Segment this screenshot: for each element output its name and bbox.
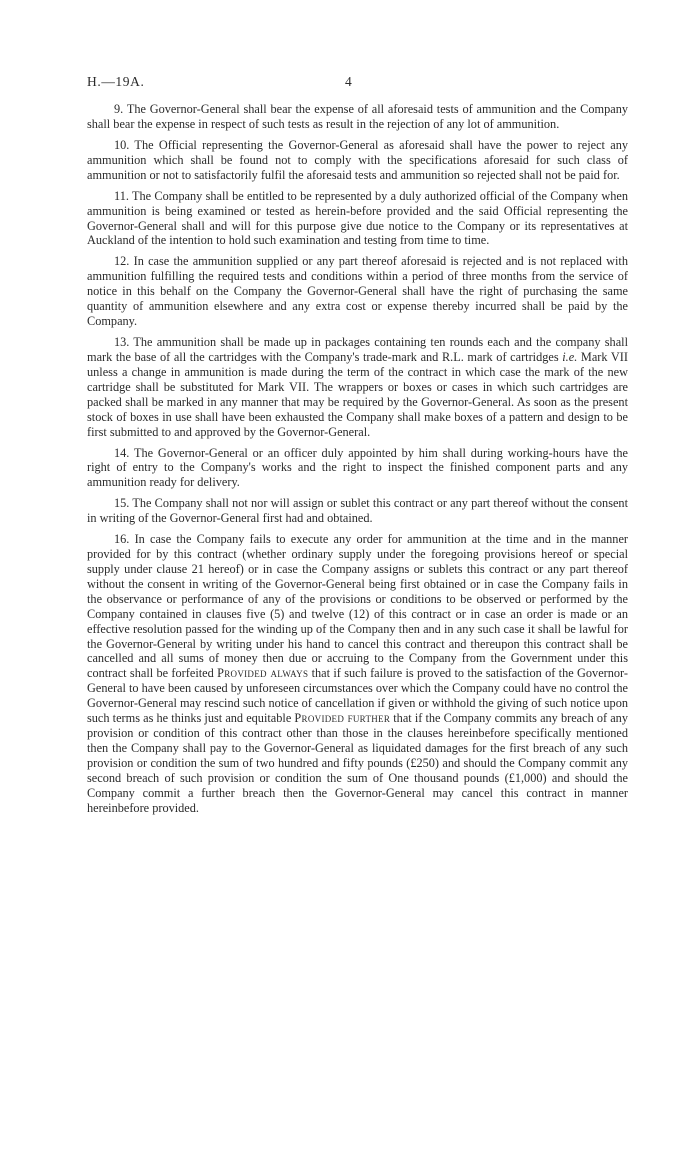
- clause-13-italic: i.e.: [562, 349, 578, 364]
- clause-11: 11. The Company shall be entitled to be represented by a duly authorized official of the Company when ammunition is being examined or tested as herein-before provided and the said Official representing the Governor-General shall and will for this purpose give due notice to the Company or its representatives at Auckland of the intention to hold such examination and testing from time to time.: [87, 188, 628, 248]
- document-reference: H.—19A.: [87, 74, 145, 89]
- clause-16-text-b: that if such failure is proved to the satisfaction of the Governor-General to have been caused by unforeseen circumstances over which the Company could have no control the Governor-General may rescind such notice of cancellation if given or withhold the giving of such notice upon such terms as he thinks just and equitable: [87, 666, 628, 726]
- clause-16-text-c: that if the Company commits any breach of any provision or condition of this contract other than those in the clauses hereinbefore specifically mentioned then the Company shall pay to the Governor-General as liquidated damages for the first breach of any such provision or condition the sum of two hundred and fifty pounds (£250) and should the Company commit any second breach of such provision or condition the sum of One thousand pounds (£1,000) and should the Company commit a further breach then the Governor-General may cancel this contract in manner hereinbefore provided.: [87, 711, 628, 815]
- clause-10: 10. The Official representing the Governor-General as aforesaid shall have the power to reject any ammunition which shall be found not to comply with the specifications aforesaid for such class of ammunition or not to satisfactorily fulfil the aforesaid tests and ammunition so rejected shall not be paid for.: [87, 137, 628, 182]
- clause-9: 9. The Governor-General shall bear the expense of all aforesaid tests of ammunition and the Company shall bear the expense in respect of such tests as result in the rejection of any lot of ammunition.: [87, 102, 628, 131]
- proviso-provided-further: Provided further: [294, 711, 391, 726]
- page-header: [87, 74, 628, 94]
- clause-16: [87, 532, 628, 815]
- clause-13-text-a: 13. The ammunition shall be made up in packages containing ten rounds each and the company shall mark the base of all the cartridges with the Company's trade-mark and R.L. mark of cartridges: [87, 335, 628, 364]
- proviso-provided-always: Provided always: [217, 666, 309, 681]
- page-number: 4: [345, 74, 353, 89]
- clause-12: 12. In case the ammunition supplied or any part thereof aforesaid is rejected and is not replaced with ammunition fulfilling the required tests and conditions within a period of three months from the service of notice in this behalf on the Company the Governor-General shall have the right of purchasing the same quantity of ammunition elsewhere and any extra cost or expense thereby incurred shall be paid by the Company.: [87, 254, 628, 329]
- clause-13-text-b: Mark VII unless a change in ammunition is made during the term of the contract in which case the mark of the new cartridge shall be substituted for Mark VII. The wrappers or boxes or cases in which such cartridges are packed shall be marked in any manner that may be required by the Governor-General. As soon as the present stock of boxes in use shall have been exhausted the Company shall make boxes of a pattern and design to be first submitted to and approved by the Governor-General.: [87, 349, 628, 439]
- clause-16-text-a: 16. In case the Company fails to execute any order for ammunition at the time and in the manner provided for by this contract (whether ordinary supply under the foregoing provisions hereof or special supply under clause 21 hereof) or in case the Company assigns or sublets this contract or any part thereof without the consent in writing of the Governor-General being first obtained or in case the Company fails in the observance or performance of any of the provisions or conditions to be observed or performed by the Company contained in clauses five (5) and twelve (12) of this contract or in case an order is made or an effective resolution passed for the winding up of the Company then and in any such case it shall be lawful for the Governor-General by writing under his hand to cancel this contract and thereupon this contract shall be cancelled and all sums of money then due or accruing to the Company from the Government under this contract shall be forfeited: [87, 532, 628, 681]
- clause-15: 15. The Company shall not nor will assign or sublet this contract or any part thereof without the consent in writing of the Governor-General first had and obtained.: [87, 496, 628, 526]
- clause-13: [87, 335, 628, 439]
- document-body: [87, 102, 628, 822]
- clause-14: 14. The Governor-General or an officer duly appointed by him shall during working-hours have the right of entry to the Company's works and the right to inspect the finished component parts and any ammunition ready for delivery.: [87, 445, 628, 490]
